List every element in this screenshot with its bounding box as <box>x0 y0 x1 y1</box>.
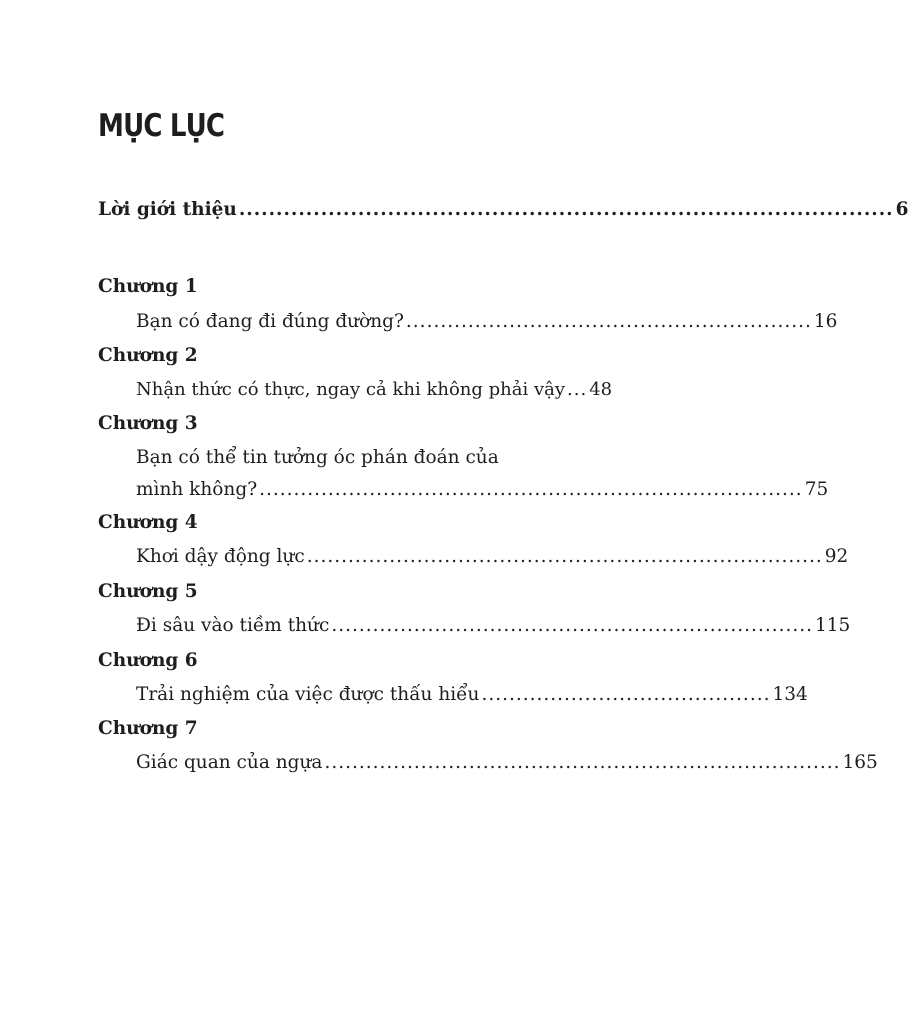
toc-entry-title: Đi sâu vào tiềm thức <box>136 615 330 636</box>
toc-entry-title: Giác quan của ngựa <box>136 752 323 773</box>
chapter-heading-1: Chương 1 <box>98 276 198 297</box>
chapter-heading-6: Chương 6 <box>98 650 198 671</box>
chapter-heading-7: Chương 7 <box>98 718 198 739</box>
toc-entry-chapter-1 <box>136 311 838 332</box>
toc-page-number: 16 <box>813 311 838 332</box>
toc-entry-title: Lời giới thiệu <box>98 199 237 220</box>
toc-entry-intro <box>98 199 909 220</box>
toc-leader-dots: ............................................................................... <box>259 479 803 500</box>
toc-leader-dots: ... <box>567 379 588 400</box>
toc-leader-dots: ........................................................... <box>405 311 812 332</box>
toc-entry-chapter-4 <box>136 546 849 567</box>
toc-entry-title: Trải nghiệm của việc được thấu hiểu <box>136 684 480 705</box>
toc-leader-dots: ...................................................................... <box>331 615 813 636</box>
toc-page-number: 165 <box>842 752 878 773</box>
toc-page-number: 75 <box>804 479 829 500</box>
toc-page-number: 115 <box>815 615 851 636</box>
toc-entry-title: Bạn có đang đi đúng đường? <box>136 311 404 332</box>
toc-leader-dots: ........................................................................... <box>324 752 841 773</box>
toc-entry-chapter-7 <box>136 752 878 773</box>
page-title: MỤC LỤC <box>98 108 225 144</box>
toc-page-number: 92 <box>824 546 849 567</box>
toc-entry-title: mình không? <box>136 479 258 500</box>
toc-entry-chapter-2 <box>136 379 613 400</box>
toc-entry-chapter-3 <box>136 479 829 500</box>
toc-entry-chapter-6 <box>136 684 808 705</box>
toc-entry-title-line1: Bạn có thể tin tưởng óc phán đoán của <box>136 447 499 468</box>
chapter-heading-5: Chương 5 <box>98 581 198 602</box>
toc-leader-dots: ........................................................................... <box>306 546 823 567</box>
toc-page-number: 134 <box>772 684 808 705</box>
toc-leader-dots: .......................................... <box>481 684 771 705</box>
chapter-heading-2: Chương 2 <box>98 345 198 366</box>
toc-page-number: 48 <box>589 379 613 400</box>
toc-entry-title: Khơi dậy động lực <box>136 546 305 567</box>
chapter-heading-4: Chương 4 <box>98 512 198 533</box>
toc-page-number: 6 <box>895 199 909 220</box>
toc-entry-chapter-5 <box>136 615 851 636</box>
toc-entry-title: Nhận thức có thực, ngay cả khi không phải vậy <box>136 379 566 400</box>
chapter-heading-3: Chương 3 <box>98 413 198 434</box>
toc-leader-dots: ........................................................................................ <box>238 199 894 220</box>
